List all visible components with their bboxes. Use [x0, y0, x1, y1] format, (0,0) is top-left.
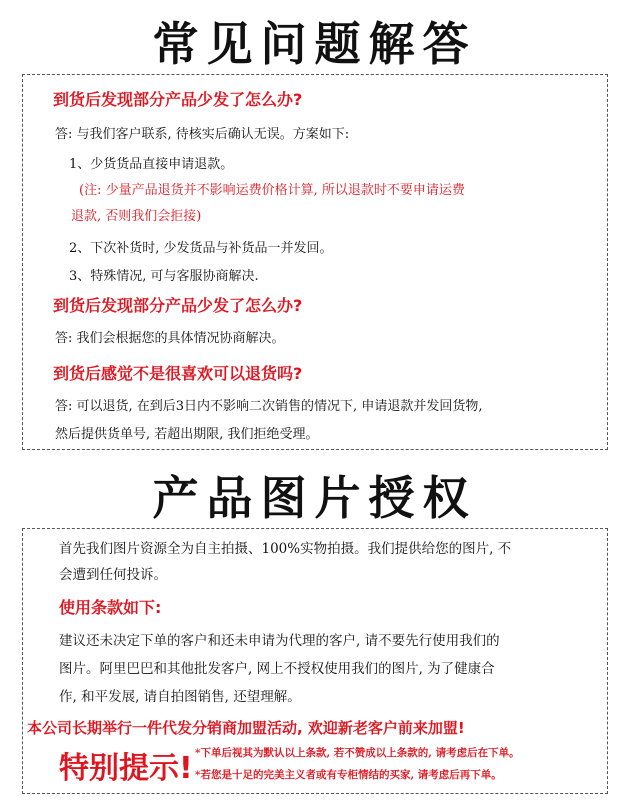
auth-promo: 本公司长期举行一件代发分销商加盟活动, 欢迎新老客户前来加盟! [27, 719, 465, 737]
faq-title: 常见问题解答 [152, 17, 477, 71]
auth-box [22, 528, 608, 794]
faq-question-3: 到货后感觉不是很喜欢可以退货吗? [53, 364, 303, 383]
faq-question-1: 到货后发现部分产品少发了怎么办? [53, 90, 303, 109]
auth-paragraph-2-line-3: 作, 和平发展, 请自拍图销售, 还望理解。 [59, 689, 301, 705]
faq-answer-1-option-2: 2、下次补货时, 少发货品与补货品一并发回。 [69, 241, 333, 256]
faq-answer-1-note-line-2: 退款, 否则我们会拒接) [71, 209, 202, 224]
faq-answer-3-line-1: 答: 可以退货, 在到后3日内不影响二次销售的情况下, 申请退款并发回货物, [55, 399, 483, 414]
faq-answer-2: 答: 我们会根据您的具体情况协商解决。 [55, 331, 285, 346]
faq-answer-3-line-2: 然后提供货单号, 若超出期限, 我们拒绝受理。 [55, 427, 319, 442]
auth-terms-heading: 使用条款如下: [59, 598, 162, 617]
auth-paragraph-2-line-1: 建议还未决定下单的客户和还未申请为代理的客户, 请不要先行使用我们的 [59, 633, 500, 649]
special-notice-1: *下单后视其为默认以上条款, 若不赞成以上条款的, 请考虑后在下单。 [195, 747, 520, 759]
special-notice-label: 特别提示! [59, 751, 193, 786]
auth-paragraph-2-line-2: 图片。阿里巴巴和其他批发客户, 网上不授权使用我们的图片, 为了健康合 [59, 661, 495, 677]
faq-box [22, 74, 608, 450]
faq-answer-1-intro: 答: 与我们客户联系, 待核实后确认无误。方案如下: [55, 127, 350, 142]
auth-paragraph-1-line-1: 首先我们图片资源全为自主拍摄、100%实物拍摄。我们提供给您的图片, 不 [59, 541, 512, 557]
auth-paragraph-1-line-2: 会遭到任何投诉。 [59, 567, 167, 583]
special-notice-2: *若您是十足的完美主义者或有专柜情结的买家, 请考虑后再下单。 [195, 769, 502, 781]
faq-answer-1-note-line-1: (注: 少量产品退货并不影响运费价格计算, 所以退款时不要申请运费 [79, 183, 465, 198]
faq-answer-1-option-3: 3、特殊情况, 可与客服协商解决. [69, 269, 259, 284]
auth-title: 产品图片授权 [152, 471, 477, 525]
faq-question-2: 到货后发现部分产品少发了怎么办? [53, 296, 303, 315]
faq-answer-1-option-1: 1、少货货品直接申请退款。 [69, 157, 234, 172]
